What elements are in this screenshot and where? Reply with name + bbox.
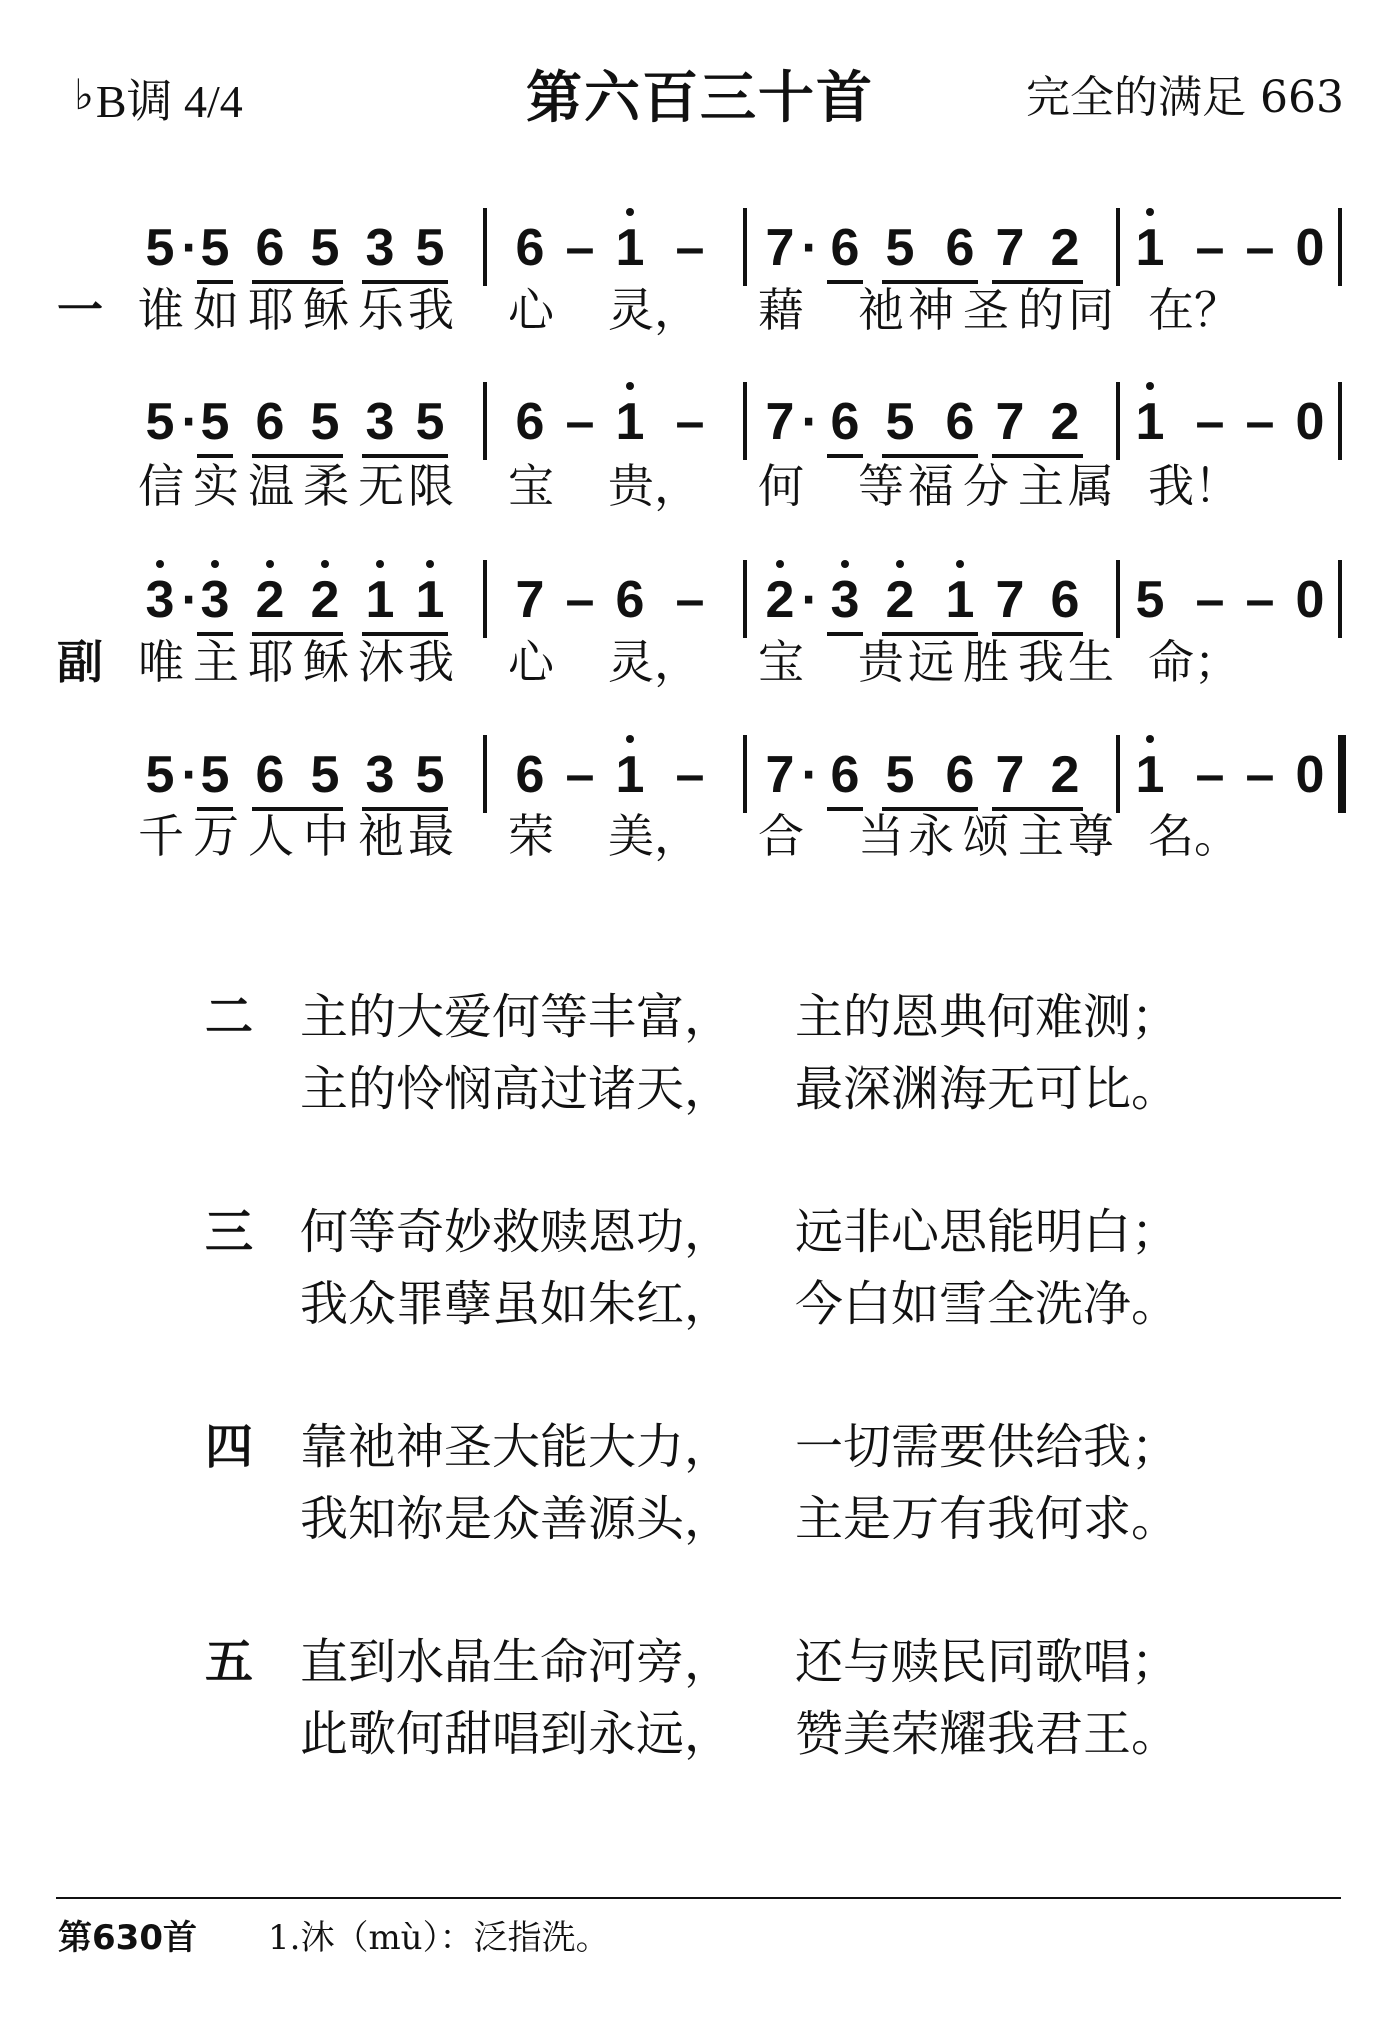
lyric-char: 主 <box>1018 459 1064 513</box>
barline <box>743 560 747 638</box>
high-octave-dot <box>1146 735 1154 743</box>
lyric-char: 尊 <box>1068 809 1114 863</box>
verse-label: 一 <box>57 283 103 337</box>
verse-label: 副 <box>57 635 103 689</box>
notation-line <box>0 560 1400 640</box>
lyric-char: 美， <box>608 809 700 863</box>
note: 3 <box>187 564 243 636</box>
lyric-line <box>0 806 1400 866</box>
dot-note: · <box>181 219 199 277</box>
stanza-number: 五 <box>205 1634 254 1690</box>
note: 5 <box>310 219 340 277</box>
note: 3 <box>132 564 188 636</box>
lyric-char: 如 <box>193 283 239 337</box>
notation-line <box>0 208 1400 288</box>
dash-note: – <box>565 746 595 804</box>
stanza-text: 主的怜悯高过诸天， <box>300 1061 733 1117</box>
lyric-char: 千 <box>138 809 184 863</box>
lyric-char: 圣 <box>963 283 1009 337</box>
lyric-char: 胜 <box>963 635 1009 689</box>
stanza-text: 主是万有我何求。 <box>795 1491 1180 1547</box>
note: 7 <box>515 571 545 629</box>
high-octave-dot <box>626 735 634 743</box>
flat-sign: ♭ <box>74 73 94 119</box>
dot-note: · <box>181 746 199 804</box>
lyric-char: 远 <box>908 635 954 689</box>
barline <box>1338 208 1342 286</box>
note: 5 <box>145 219 175 277</box>
note: 0 <box>1295 219 1325 277</box>
dot-note: · <box>801 219 819 277</box>
note: 3 <box>817 564 873 636</box>
note: 6 <box>515 746 545 804</box>
barline <box>1116 735 1120 813</box>
dash-note: – <box>1195 393 1225 451</box>
dot-note: · <box>801 393 819 451</box>
note: 7 <box>995 219 1025 277</box>
note: 7 <box>995 746 1025 804</box>
note: 6 <box>255 746 285 804</box>
barline <box>1338 382 1342 460</box>
lyric-char: 柔 <box>303 459 349 513</box>
lyric-char: 福 <box>908 459 954 513</box>
stanza-text: 一切需要供给我； <box>795 1419 1180 1475</box>
lyric-char: 人 <box>248 809 294 863</box>
note: 5 <box>200 393 230 451</box>
footer-divider <box>56 1897 1341 1899</box>
lyric-char: 灵， <box>608 283 700 337</box>
lyric-char: 信 <box>138 459 184 513</box>
lyric-char: 温 <box>248 459 294 513</box>
note: 1 <box>602 739 658 811</box>
stanza-text: 此歌何甜唱到永远， <box>300 1706 733 1762</box>
tune-name: 完全的满足 663 <box>1026 72 1344 123</box>
note: 7 <box>765 393 795 451</box>
note: 6 <box>945 746 975 804</box>
note: 6 <box>830 746 860 804</box>
page-title: 第六百三十首 <box>526 66 874 131</box>
dot-note: · <box>801 746 819 804</box>
lyric-char: 中 <box>303 809 349 863</box>
lyric-char: 灵， <box>608 635 700 689</box>
barline <box>1338 560 1342 638</box>
lyric-char: 我 <box>1018 635 1064 689</box>
barline <box>1116 208 1120 286</box>
note: 5 <box>415 746 445 804</box>
note: 1 <box>1122 212 1178 284</box>
barline <box>483 208 487 286</box>
note: 5 <box>310 746 340 804</box>
note: 1 <box>1122 739 1178 811</box>
lyric-char: 名。 <box>1148 809 1240 863</box>
barline <box>743 735 747 813</box>
stanza-text: 何等奇妙救赎恩功， <box>300 1204 733 1260</box>
dot-note: · <box>181 571 199 629</box>
note: 6 <box>515 393 545 451</box>
lyric-char: 生 <box>1068 635 1114 689</box>
footer-note: 1.沐（mù）：泛指洗。 <box>268 1918 610 1958</box>
dash-note: – <box>1245 571 1275 629</box>
note: 3 <box>365 219 395 277</box>
notation-line <box>0 735 1400 815</box>
note: 2 <box>872 564 928 636</box>
note: 2 <box>752 564 808 636</box>
dash-note: – <box>565 571 595 629</box>
lyric-char: 乐 <box>358 283 404 337</box>
dash-note: – <box>1195 746 1225 804</box>
footer-hymn-number: 第630首 <box>58 1918 197 1958</box>
stanza-number: 三 <box>205 1204 254 1260</box>
note: 1 <box>352 564 408 636</box>
note: 2 <box>1050 393 1080 451</box>
notation-line <box>0 382 1400 462</box>
lyric-char: 我 <box>408 635 454 689</box>
high-octave-dot <box>426 560 434 568</box>
note: 2 <box>297 564 353 636</box>
lyric-char: 颂 <box>963 809 1009 863</box>
lyric-char: 何 <box>758 459 804 513</box>
dot-note: · <box>801 571 819 629</box>
lyric-char: 贵， <box>608 459 700 513</box>
stanza-text: 远非心思能明白； <box>795 1204 1180 1260</box>
note: 3 <box>365 746 395 804</box>
lyric-char: 限 <box>408 459 454 513</box>
high-octave-dot <box>376 560 384 568</box>
dash-note: – <box>1195 571 1225 629</box>
stanza-text: 我众罪孽虽如朱红， <box>300 1276 733 1332</box>
lyric-line <box>0 280 1400 340</box>
dash-note: – <box>1195 219 1225 277</box>
dash-note: – <box>675 219 705 277</box>
note: 6 <box>615 571 645 629</box>
note: 5 <box>885 393 915 451</box>
note: 3 <box>365 393 395 451</box>
note: 6 <box>945 219 975 277</box>
dot-note: · <box>181 393 199 451</box>
stanza-text: 直到水晶生命河旁， <box>300 1634 733 1690</box>
note: 5 <box>415 393 445 451</box>
note: 6 <box>255 393 285 451</box>
note: 2 <box>1050 219 1080 277</box>
high-octave-dot <box>841 560 849 568</box>
lyric-line <box>0 456 1400 516</box>
lyric-char: 分 <box>963 459 1009 513</box>
lyric-char: 命； <box>1148 635 1240 689</box>
note: 1 <box>602 212 658 284</box>
stanza-text: 赞美荣耀我君王。 <box>795 1706 1180 1762</box>
lyric-char: 属 <box>1068 459 1114 513</box>
high-octave-dot <box>266 560 274 568</box>
note: 5 <box>415 219 445 277</box>
lyric-line <box>0 632 1400 692</box>
note: 2 <box>1050 746 1080 804</box>
stanza-text: 主的大爱何等丰富， <box>300 989 733 1045</box>
lyric-char: 实 <box>193 459 239 513</box>
lyric-char: 无 <box>358 459 404 513</box>
lyric-char: 主 <box>193 635 239 689</box>
lyric-char: 耶 <box>248 635 294 689</box>
barline <box>1116 382 1120 460</box>
lyric-char: 最 <box>408 809 454 863</box>
lyric-char: 藉 <box>758 283 804 337</box>
lyric-char: 稣 <box>303 283 349 337</box>
note: 7 <box>995 393 1025 451</box>
high-octave-dot <box>321 560 329 568</box>
note: 7 <box>765 219 795 277</box>
note: 5 <box>310 393 340 451</box>
lyric-char: 耶 <box>248 283 294 337</box>
note: 0 <box>1295 746 1325 804</box>
note: 1 <box>602 386 658 458</box>
lyric-char: 等 <box>858 459 904 513</box>
stanza-text: 靠祂神圣大能大力， <box>300 1419 733 1475</box>
note: 6 <box>830 219 860 277</box>
barline <box>483 735 487 813</box>
note: 1 <box>932 564 988 636</box>
barline <box>483 382 487 460</box>
note: 5 <box>145 393 175 451</box>
high-octave-dot <box>211 560 219 568</box>
high-octave-dot <box>896 560 904 568</box>
note: 7 <box>995 571 1025 629</box>
note: 0 <box>1295 571 1325 629</box>
lyric-char: 心 <box>508 283 554 337</box>
note: 7 <box>765 746 795 804</box>
dash-note: – <box>675 571 705 629</box>
dash-note: – <box>1245 746 1275 804</box>
note: 5 <box>1135 571 1165 629</box>
dash-note: – <box>565 219 595 277</box>
lyric-char: 稣 <box>303 635 349 689</box>
stanza-number: 四 <box>205 1419 254 1475</box>
note: 6 <box>830 393 860 451</box>
lyric-char: 我！ <box>1148 459 1240 513</box>
note: 2 <box>242 564 298 636</box>
stanza-text: 还与赎民同歌唱； <box>795 1634 1180 1690</box>
note: 5 <box>145 746 175 804</box>
lyric-char: 我 <box>408 283 454 337</box>
lyric-char: 贵 <box>858 635 904 689</box>
key-label: B调 4/4 <box>95 76 243 127</box>
note: 5 <box>885 219 915 277</box>
lyric-char: 宝 <box>758 635 804 689</box>
lyric-char: 当 <box>858 809 904 863</box>
note: 0 <box>1295 393 1325 451</box>
lyric-char: 同 <box>1068 283 1114 337</box>
note: 6 <box>255 219 285 277</box>
lyric-char: 心 <box>508 635 554 689</box>
note: 1 <box>402 564 458 636</box>
dash-note: – <box>1245 219 1275 277</box>
barline <box>483 560 487 638</box>
stanza-number: 二 <box>205 989 254 1045</box>
stanza-text: 最深渊海无可比。 <box>795 1061 1180 1117</box>
barline <box>743 382 747 460</box>
lyric-char: 唯 <box>138 635 184 689</box>
lyric-char: 神 <box>908 283 954 337</box>
lyric-char: 在？ <box>1148 283 1240 337</box>
lyric-char: 谁 <box>138 283 184 337</box>
barline <box>743 208 747 286</box>
dash-note: – <box>1245 393 1275 451</box>
note: 5 <box>885 746 915 804</box>
stanza-text: 主的恩典何难测； <box>795 989 1180 1045</box>
note: 1 <box>1122 386 1178 458</box>
stanza-text: 今白如雪全洗净。 <box>795 1276 1180 1332</box>
lyric-char: 永 <box>908 809 954 863</box>
lyric-char: 祂 <box>858 283 904 337</box>
high-octave-dot <box>956 560 964 568</box>
note: 6 <box>515 219 545 277</box>
stanza-text: 我知祢是众善源头， <box>300 1491 733 1547</box>
lyric-char: 的 <box>1018 283 1064 337</box>
lyric-char: 宝 <box>508 459 554 513</box>
dash-note: – <box>565 393 595 451</box>
final-barline <box>1338 735 1346 813</box>
note: 6 <box>1050 571 1080 629</box>
lyric-char: 主 <box>1018 809 1064 863</box>
dash-note: – <box>675 393 705 451</box>
barline <box>1116 560 1120 638</box>
lyric-char: 沐 <box>358 635 404 689</box>
dash-note: – <box>675 746 705 804</box>
note: 5 <box>200 746 230 804</box>
high-octave-dot <box>1146 208 1154 216</box>
note: 5 <box>200 219 230 277</box>
lyric-char: 万 <box>193 809 239 863</box>
high-octave-dot <box>1146 382 1154 390</box>
high-octave-dot <box>626 382 634 390</box>
note: 6 <box>945 393 975 451</box>
lyric-char: 荣 <box>508 809 554 863</box>
lyric-char: 祂 <box>358 809 404 863</box>
lyric-char: 合 <box>758 809 804 863</box>
high-octave-dot <box>626 208 634 216</box>
